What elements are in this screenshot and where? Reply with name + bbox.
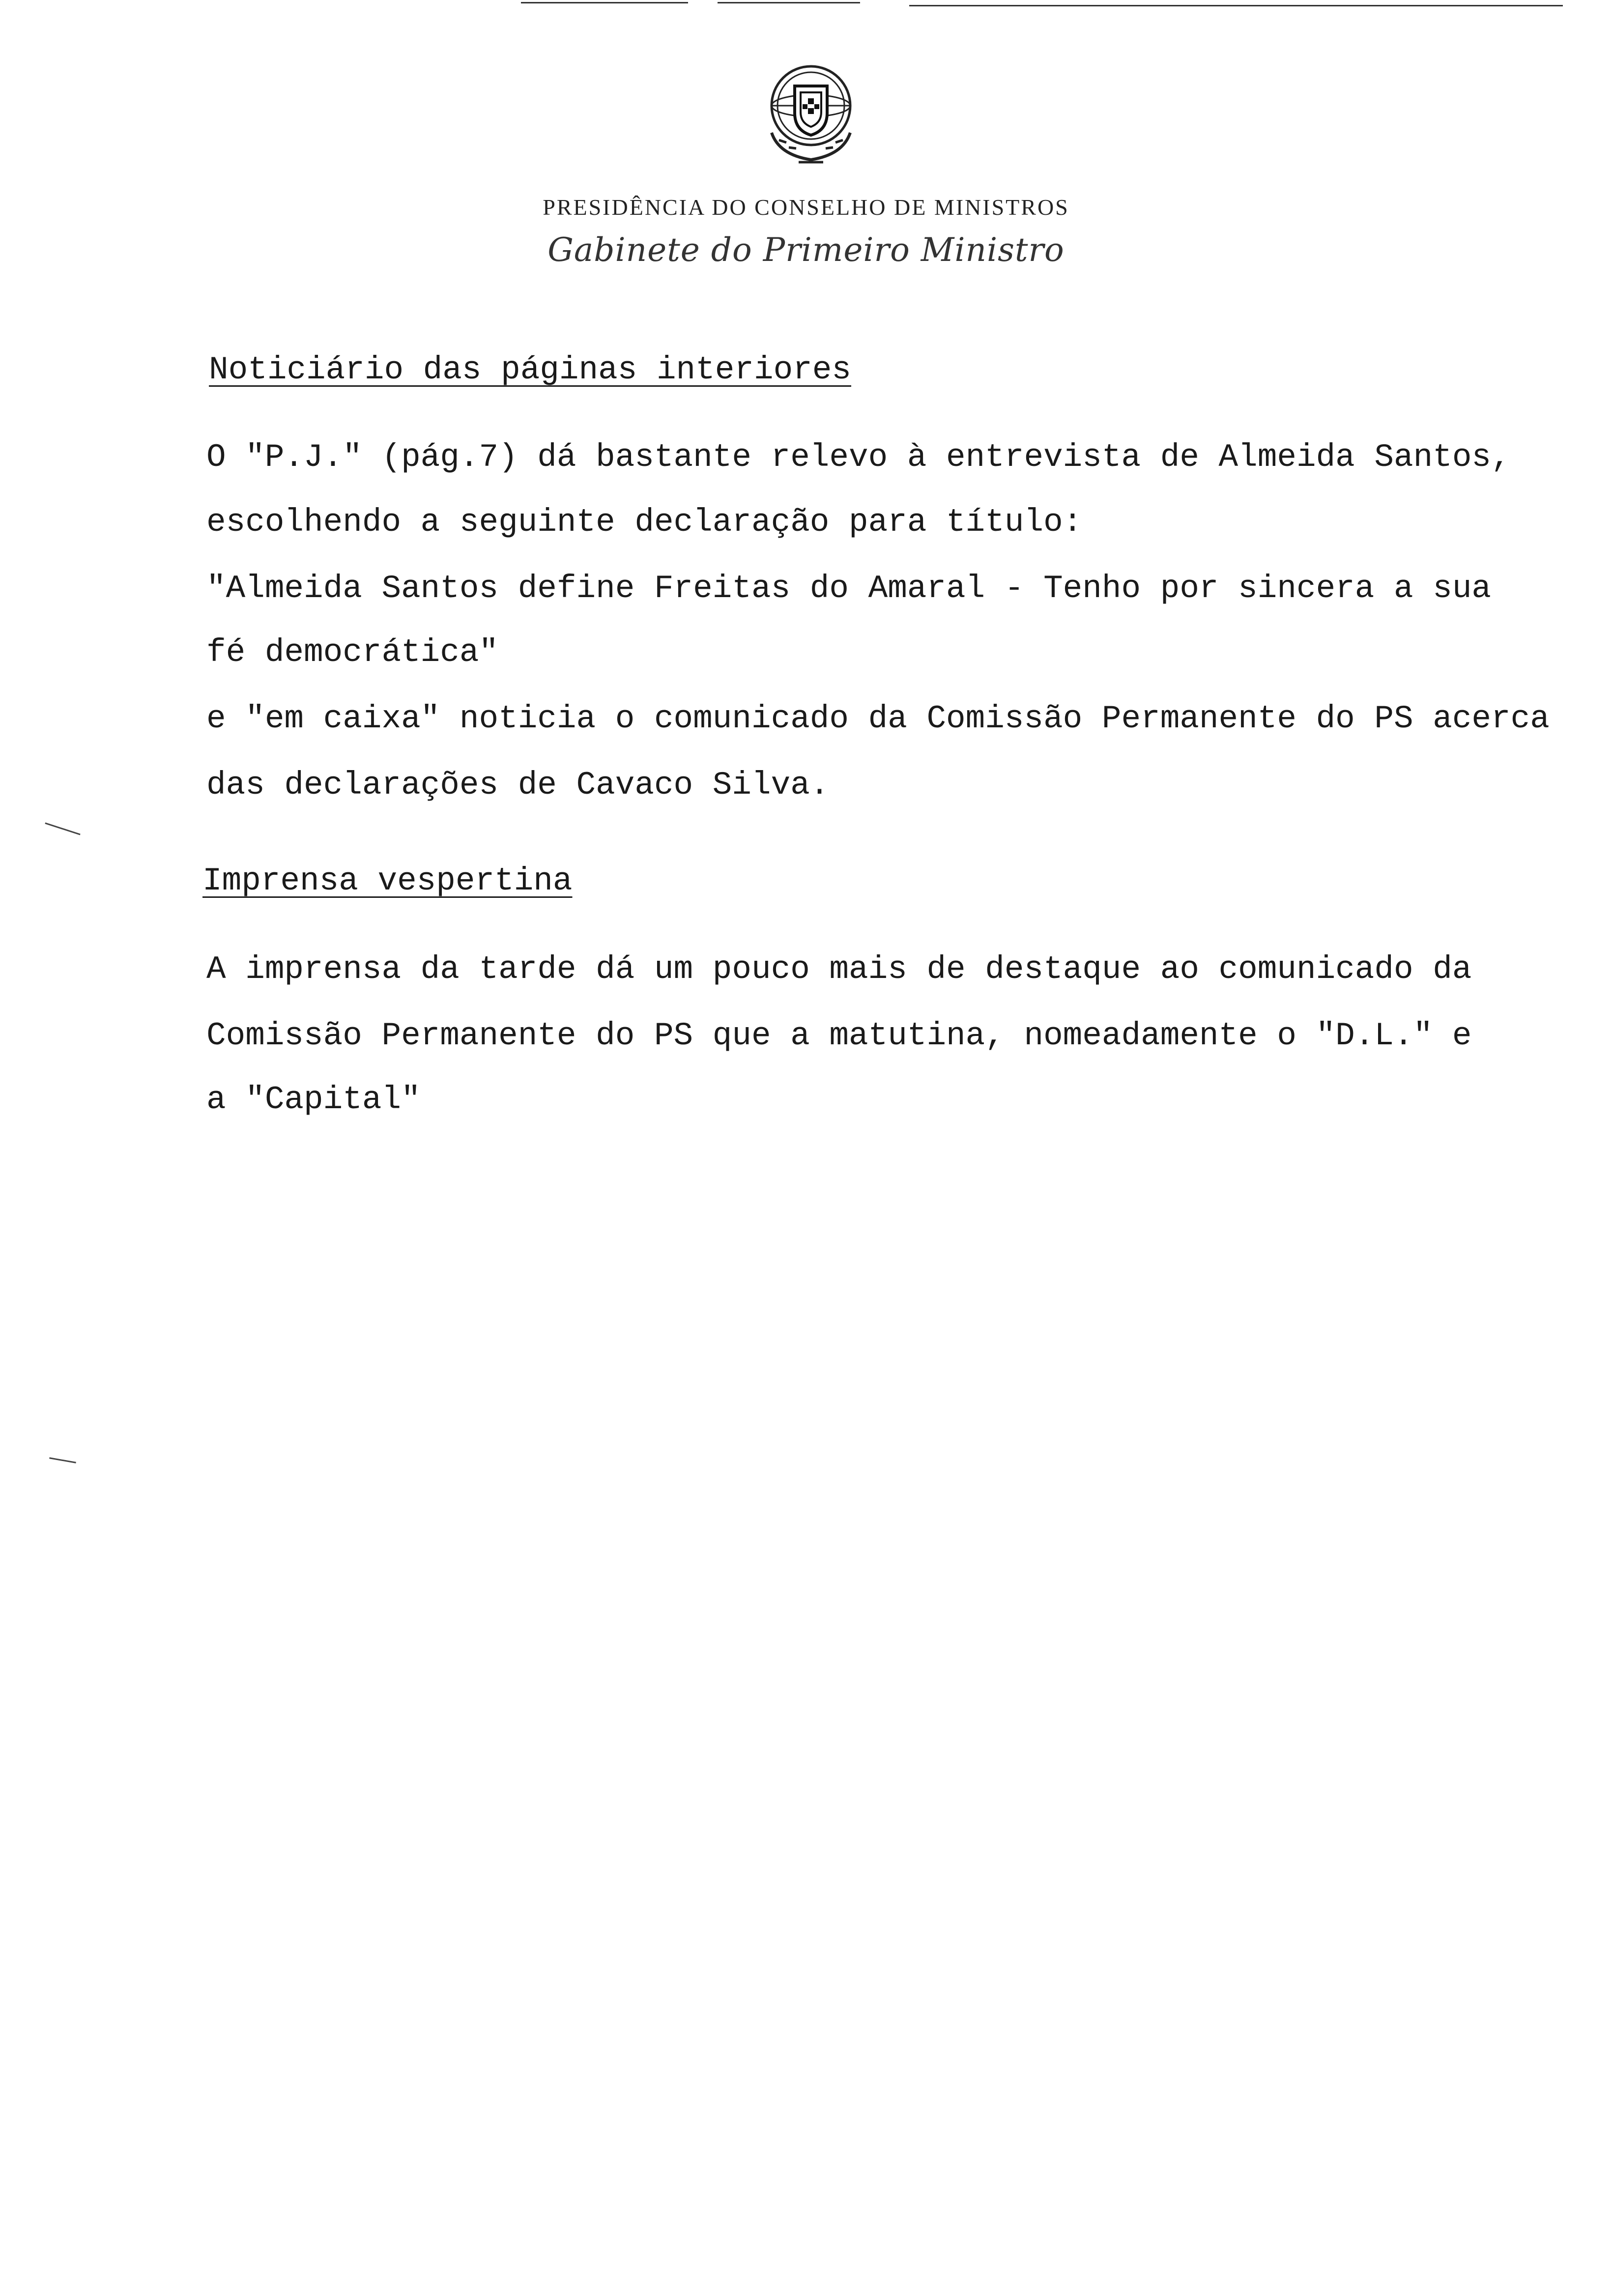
paragraph-line: "Almeida Santos define Freitas do Amaral - Tenho por sincera a sua: [206, 570, 1492, 607]
paragraph-line: O "P.J." (pág.7) dá bastante relevo à entrevista de Almeida Santos,: [206, 439, 1511, 476]
section-heading-interior-pages: Noticiário das páginas interiores: [209, 351, 852, 388]
margin-mark: [49, 1457, 76, 1464]
coat-of-arms-icon: [749, 59, 872, 172]
top-rule-2: [718, 2, 860, 3]
paragraph-line: escolhendo a seguinte declaração para título:: [206, 504, 1083, 541]
paragraph-line: Comissão Permanente do PS que a matutina, nomeadamente o "D.L." e: [206, 1017, 1472, 1054]
margin-mark: [45, 822, 80, 835]
section-heading-evening-press: Imprensa vespertina: [202, 862, 573, 899]
top-rule-3: [909, 5, 1563, 6]
paragraph-line: a "Capital": [206, 1081, 421, 1118]
office-name: Gabinete do Primeiro Ministro: [547, 231, 1065, 269]
paragraph-line: fé democrática": [206, 634, 499, 671]
top-rule-1: [521, 2, 688, 3]
paragraph-line: das declarações de Cavaco Silva.: [206, 767, 830, 804]
paragraph-line: A imprensa da tarde dá um pouco mais de destaque ao comunicado da: [206, 951, 1472, 988]
paragraph-line: e "em caixa" noticia o comunicado da Comissão Permanente do PS acerca: [206, 700, 1550, 737]
institution-name: PRESIDÊNCIA DO CONSELHO DE MINISTROS: [543, 195, 1069, 220]
